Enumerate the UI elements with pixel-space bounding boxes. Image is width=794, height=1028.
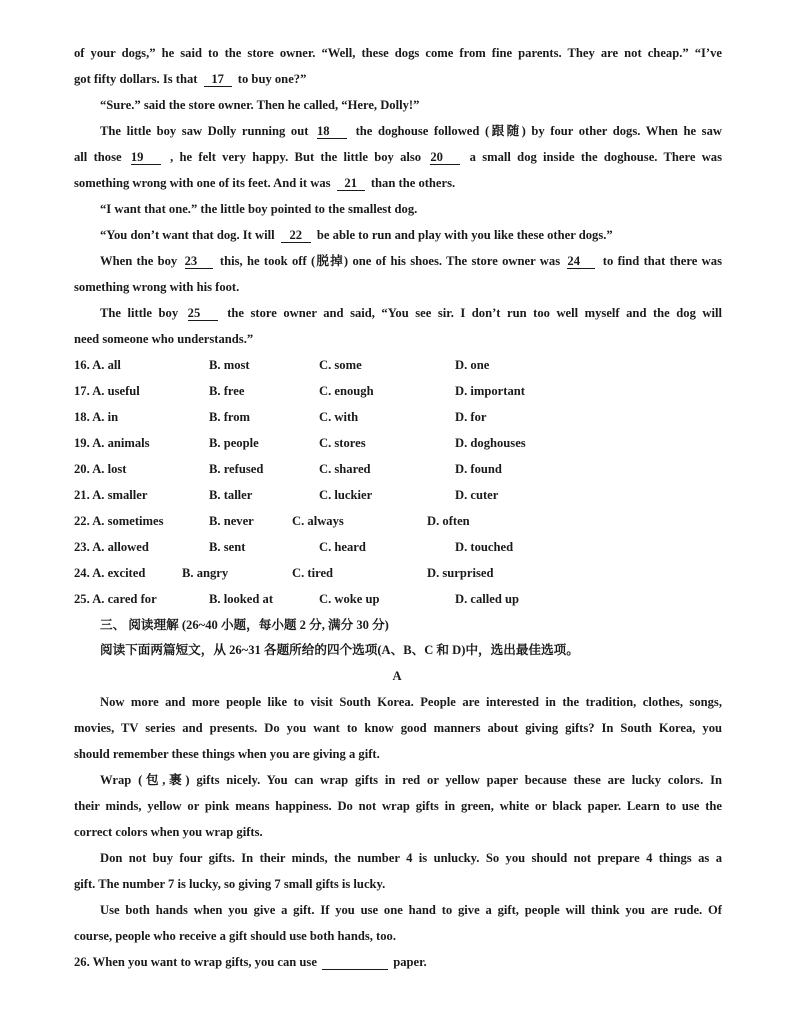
- blank-22: 22: [281, 228, 311, 243]
- option-21-a[interactable]: 21. A. smaller: [74, 488, 148, 502]
- passage-text: something wrong with his foot.: [74, 280, 240, 294]
- section-instruction: 阅读下面两篇短文，从 26~31 各题所给的四个选项(A、B、C 和 D)中，选出最佳选项。: [100, 643, 579, 657]
- blank-21: 21: [337, 176, 365, 191]
- blank-17: 17: [204, 72, 232, 87]
- option-24-c[interactable]: C. tired: [292, 566, 334, 580]
- passage-line-10: [74, 278, 722, 296]
- option-18-c[interactable]: C. with: [319, 410, 359, 424]
- passage-text: “Sure.” said the store owner. Then he called, “Here, Dolly!”: [100, 98, 420, 112]
- blank-23: 23: [185, 254, 213, 269]
- reading-line-1: Now more and more people like to visit South Korea. People are interested in the tradition, clothes, songs,: [100, 695, 722, 709]
- blank-24: 24: [567, 254, 595, 269]
- option-17-a[interactable]: 17. A. useful: [74, 384, 140, 398]
- passage-line-5: [74, 148, 722, 166]
- passage-line-1: [74, 44, 722, 62]
- question-26-text: 26. When you want to wrap gifts, you can use: [74, 955, 317, 969]
- option-23-a[interactable]: 23. A. allowed: [74, 540, 149, 554]
- passage-text: “You don’t want that dog. It will: [100, 228, 275, 242]
- option-22-b[interactable]: B. never: [209, 514, 254, 528]
- option-25-b[interactable]: B. looked at: [209, 592, 274, 606]
- option-25-c[interactable]: C. woke up: [319, 592, 380, 606]
- option-21-b[interactable]: B. taller: [209, 488, 253, 502]
- passage-text: than the others.: [370, 176, 456, 190]
- passage-text: need someone who understands.”: [74, 332, 254, 346]
- option-18-a[interactable]: 18. A. in: [74, 410, 119, 424]
- option-25-a[interactable]: 25. A. cared for: [74, 592, 157, 606]
- passage-line-8: [100, 226, 722, 244]
- passage-text: The little boy saw Dolly running out: [100, 124, 309, 138]
- option-16-a[interactable]: 16. A. all: [74, 358, 121, 372]
- option-20-c[interactable]: C. shared: [319, 462, 371, 476]
- part-label: A: [392, 669, 402, 683]
- passage-line-2: [74, 70, 722, 88]
- option-19-d[interactable]: D. doghouses: [455, 436, 526, 450]
- reading-line-10: course, people who receive a gift should use both hands, too.: [74, 929, 396, 943]
- option-22-c[interactable]: C. always: [292, 514, 344, 528]
- reading-line-3: should remember these things when you are giving a gift.: [74, 747, 380, 761]
- blank-20: 20: [430, 150, 460, 165]
- passage-text: of your dogs,” he said to the store owner. “Well, these dogs come from fine parents. They are not cheap.” “I’ve: [74, 46, 722, 60]
- option-16-c[interactable]: C. some: [319, 358, 362, 372]
- option-20-a[interactable]: 20. A. lost: [74, 462, 127, 476]
- option-24-a[interactable]: 24. A. excited: [74, 566, 146, 580]
- option-24-b[interactable]: B. angry: [182, 566, 229, 580]
- passage-text: this, he took off (脱掉) one of his shoes. The store owner was: [219, 254, 561, 268]
- passage-text: something wrong with one of its feet. And it was: [74, 176, 331, 190]
- reading-line-7: Don not buy four gifts. In their minds, the number 4 is unlucky. So you should not prepare 4 things as a: [100, 851, 722, 865]
- passage-text: to find that there was: [602, 254, 722, 268]
- passage-text: The little boy: [100, 306, 179, 320]
- option-21-d[interactable]: D. cuter: [455, 488, 499, 502]
- option-23-b[interactable]: B. sent: [209, 540, 246, 554]
- reading-line-4: Wrap (包,裹) gifts nicely. You can wrap gifts in red or yellow paper because these are lucky colors. In: [100, 773, 722, 787]
- option-24-d[interactable]: D. surprised: [427, 566, 494, 580]
- answer-blank-26[interactable]: [322, 955, 388, 970]
- passage-line-7: [100, 200, 722, 218]
- option-19-c[interactable]: C. stores: [319, 436, 366, 450]
- passage-line-3: [100, 96, 722, 114]
- passage-text: a small dog inside the doghouse. There was: [469, 150, 722, 164]
- blank-19: 19: [131, 150, 161, 165]
- option-17-d[interactable]: D. important: [455, 384, 525, 398]
- passage-line-6: [74, 174, 722, 192]
- reading-line-9: Use both hands when you give a gift. If you use one hand to give a gift, people will think you are rude. Of: [100, 903, 722, 917]
- passage-text: all those: [74, 150, 122, 164]
- blank-25: 25: [188, 306, 218, 321]
- passage-line-12: [74, 330, 722, 348]
- option-19-b[interactable]: B. people: [209, 436, 259, 450]
- option-17-c[interactable]: C. enough: [319, 384, 374, 398]
- passage-text: , he felt very happy. But the little boy also: [170, 150, 422, 164]
- option-20-d[interactable]: D. found: [455, 462, 502, 476]
- reading-line-5: their minds, yellow or pink means happiness. Do not wrap gifts in green, white or black paper. Learn to use the: [74, 799, 722, 813]
- passage-text: When the boy: [100, 254, 178, 268]
- option-22-a[interactable]: 22. A. sometimes: [74, 514, 164, 528]
- option-21-c[interactable]: C. luckier: [319, 488, 373, 502]
- reading-line-6: correct colors when you wrap gifts.: [74, 825, 263, 839]
- passage-text: “I want that one.” the little boy pointed to the smallest dog.: [100, 202, 418, 216]
- option-25-d[interactable]: D. called up: [455, 592, 520, 606]
- option-20-b[interactable]: B. refused: [209, 462, 264, 476]
- option-16-b[interactable]: B. most: [209, 358, 250, 372]
- option-23-d[interactable]: D. touched: [455, 540, 514, 554]
- passage-line-11: [100, 304, 722, 322]
- reading-line-2: movies, TV series and presents. Do you want to know good manners about giving gifts? In South Korea, you: [74, 721, 722, 735]
- passage-line-9: [100, 252, 722, 270]
- option-18-d[interactable]: D. for: [455, 410, 487, 424]
- blank-18: 18: [317, 124, 347, 139]
- passage-text: got fifty dollars. Is that: [74, 72, 198, 86]
- reading-line-8: gift. The number 7 is lucky, so giving 7 small gifts is lucky.: [74, 877, 386, 891]
- question-26: [74, 953, 722, 971]
- option-17-b[interactable]: B. free: [209, 384, 245, 398]
- passage-text: to buy one?”: [237, 72, 307, 86]
- option-18-b[interactable]: B. from: [209, 410, 251, 424]
- passage-line-4: [100, 122, 722, 140]
- passage-text: be able to run and play with you like these other dogs.”: [316, 228, 613, 242]
- passage-text: the store owner and said, “You see sir. I don’t run too well myself and the dog will: [227, 306, 722, 320]
- option-23-c[interactable]: C. heard: [319, 540, 366, 554]
- option-19-a[interactable]: 19. A. animals: [74, 436, 150, 450]
- passage-text: the doghouse followed (跟随) by four other dogs. When he saw: [355, 124, 722, 138]
- question-26-text: paper.: [393, 955, 427, 969]
- option-22-d[interactable]: D. often: [427, 514, 470, 528]
- option-16-d[interactable]: D. one: [455, 358, 490, 372]
- section-heading: 三、 阅读理解 (26~40 小题，每小题 2 分, 满分 30 分): [100, 618, 389, 632]
